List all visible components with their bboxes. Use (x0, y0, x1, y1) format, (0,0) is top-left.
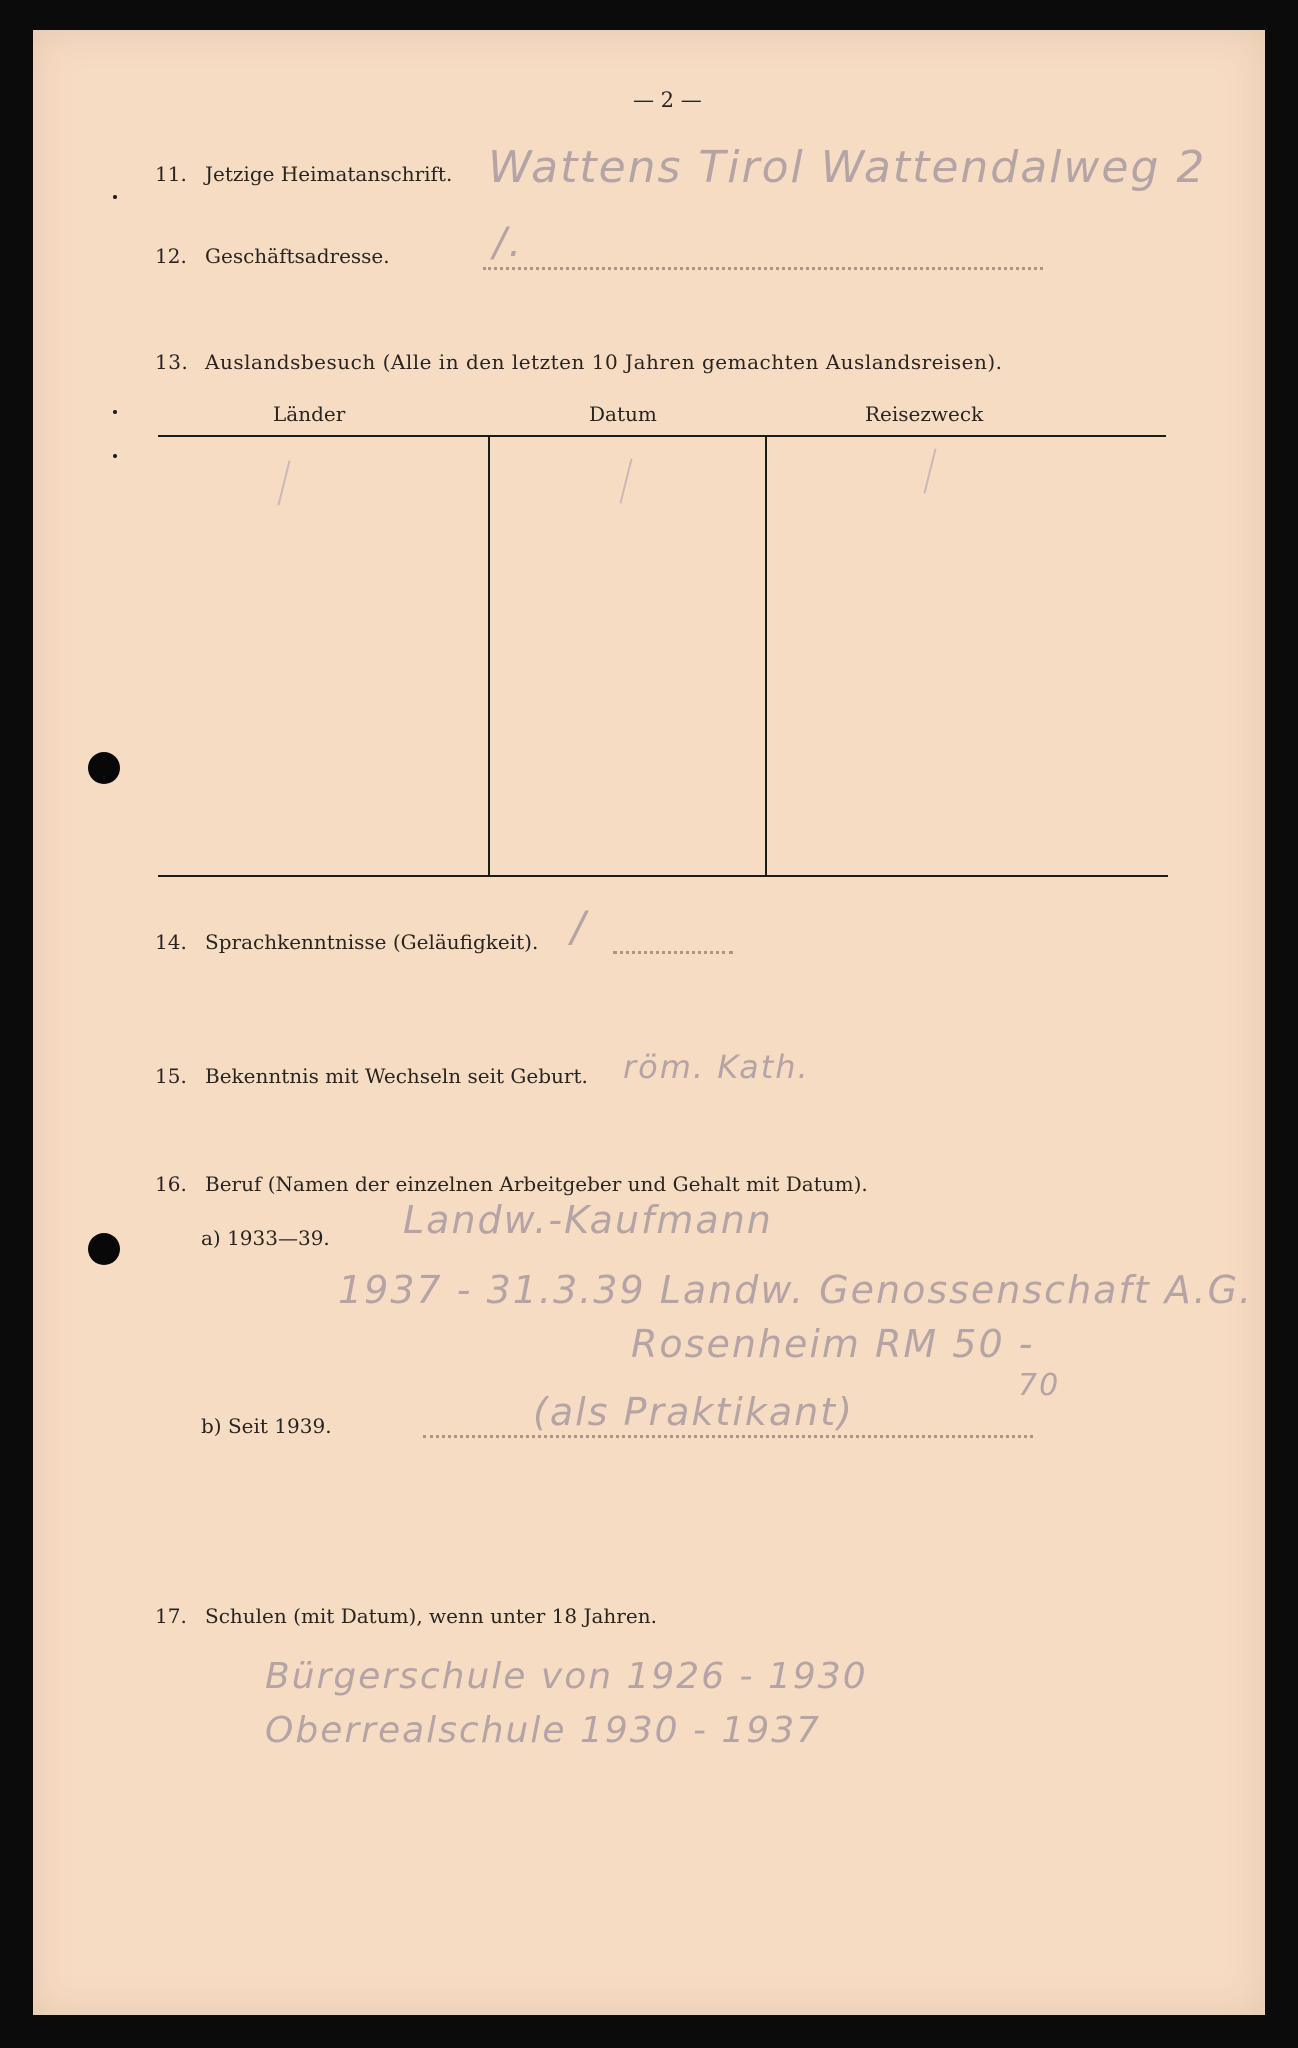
handwritten-salary-2: 70 (1018, 1368, 1061, 1403)
form-page (33, 30, 1265, 2015)
item-14 (155, 930, 538, 954)
handwritten-salary: Rosenheim RM 50 - (631, 1322, 1035, 1366)
table-column-divider (765, 437, 767, 875)
ink-speck (113, 454, 117, 458)
item-number: 11. (155, 162, 187, 186)
item-16 (155, 1172, 868, 1196)
item-label: Beruf (Namen der einzelnen Arbeitgeber und Gehalt mit Datum). (205, 1172, 868, 1196)
item-number: 17. (155, 1604, 187, 1628)
handwritten-occupation: Landw.-Kaufmann (403, 1198, 773, 1242)
dotted-line (423, 1435, 1033, 1438)
handwritten-religion: röm. Kath. (623, 1048, 810, 1086)
item-13 (155, 350, 1003, 374)
table-bottom-rule (158, 875, 1168, 877)
handwritten-business-address: /. (493, 220, 524, 266)
item-label: Auslandsbesuch (Alle in den letzten 10 Jahren gemachten Auslandsreisen). (205, 350, 1003, 374)
item-16a-label: a) 1933—39. (201, 1226, 330, 1250)
item-11 (155, 162, 452, 186)
dotted-line (483, 267, 1043, 270)
item-15 (155, 1064, 588, 1088)
strike-mark (619, 458, 632, 503)
strike-mark (923, 448, 936, 493)
item-label: Schulen (mit Datum), wenn unter 18 Jahren. (205, 1604, 657, 1628)
table-header-laender: Länder (273, 402, 346, 426)
item-label: Geschäftsadresse. (205, 244, 390, 268)
dotted-line (613, 951, 733, 954)
table-column-divider (488, 437, 490, 875)
punch-hole (88, 1233, 120, 1265)
table-top-rule (158, 435, 1166, 437)
handwritten-address: Wattens Tirol Wattendalweg 2 (488, 142, 1207, 193)
item-label: Jetzige Heimatanschrift. (205, 162, 453, 186)
item-number: 15. (155, 1064, 187, 1088)
item-12 (155, 244, 390, 268)
item-number: 14. (155, 930, 187, 954)
handwritten-languages: / (571, 902, 588, 951)
item-number: 13. (155, 350, 189, 374)
item-16b-label: b) Seit 1939. (201, 1414, 332, 1438)
item-number: 12. (155, 244, 187, 268)
punch-hole (88, 752, 120, 784)
item-label: Bekenntnis mit Wechseln seit Geburt. (205, 1064, 588, 1088)
ink-speck (113, 195, 117, 199)
item-label: Sprachkenntnisse (Geläufigkeit). (205, 930, 539, 954)
strike-mark (277, 460, 290, 505)
ink-speck (113, 410, 117, 414)
handwritten-school-1: Bürgerschule von 1926 - 1930 (265, 1656, 868, 1697)
handwritten-employer: 1937 - 31.3.39 Landw. Genossenschaft A.G. (338, 1268, 1254, 1312)
item-number: 16. (155, 1172, 187, 1196)
table-header-reisezweck: Reisezweck (865, 402, 984, 426)
item-17 (155, 1604, 657, 1628)
handwritten-school-2: Oberrealschule 1930 - 1937 (265, 1710, 822, 1751)
table-header-datum: Datum (589, 402, 657, 426)
handwritten-position: (als Praktikant) (533, 1390, 854, 1434)
page-number: — 2 — (633, 88, 702, 112)
